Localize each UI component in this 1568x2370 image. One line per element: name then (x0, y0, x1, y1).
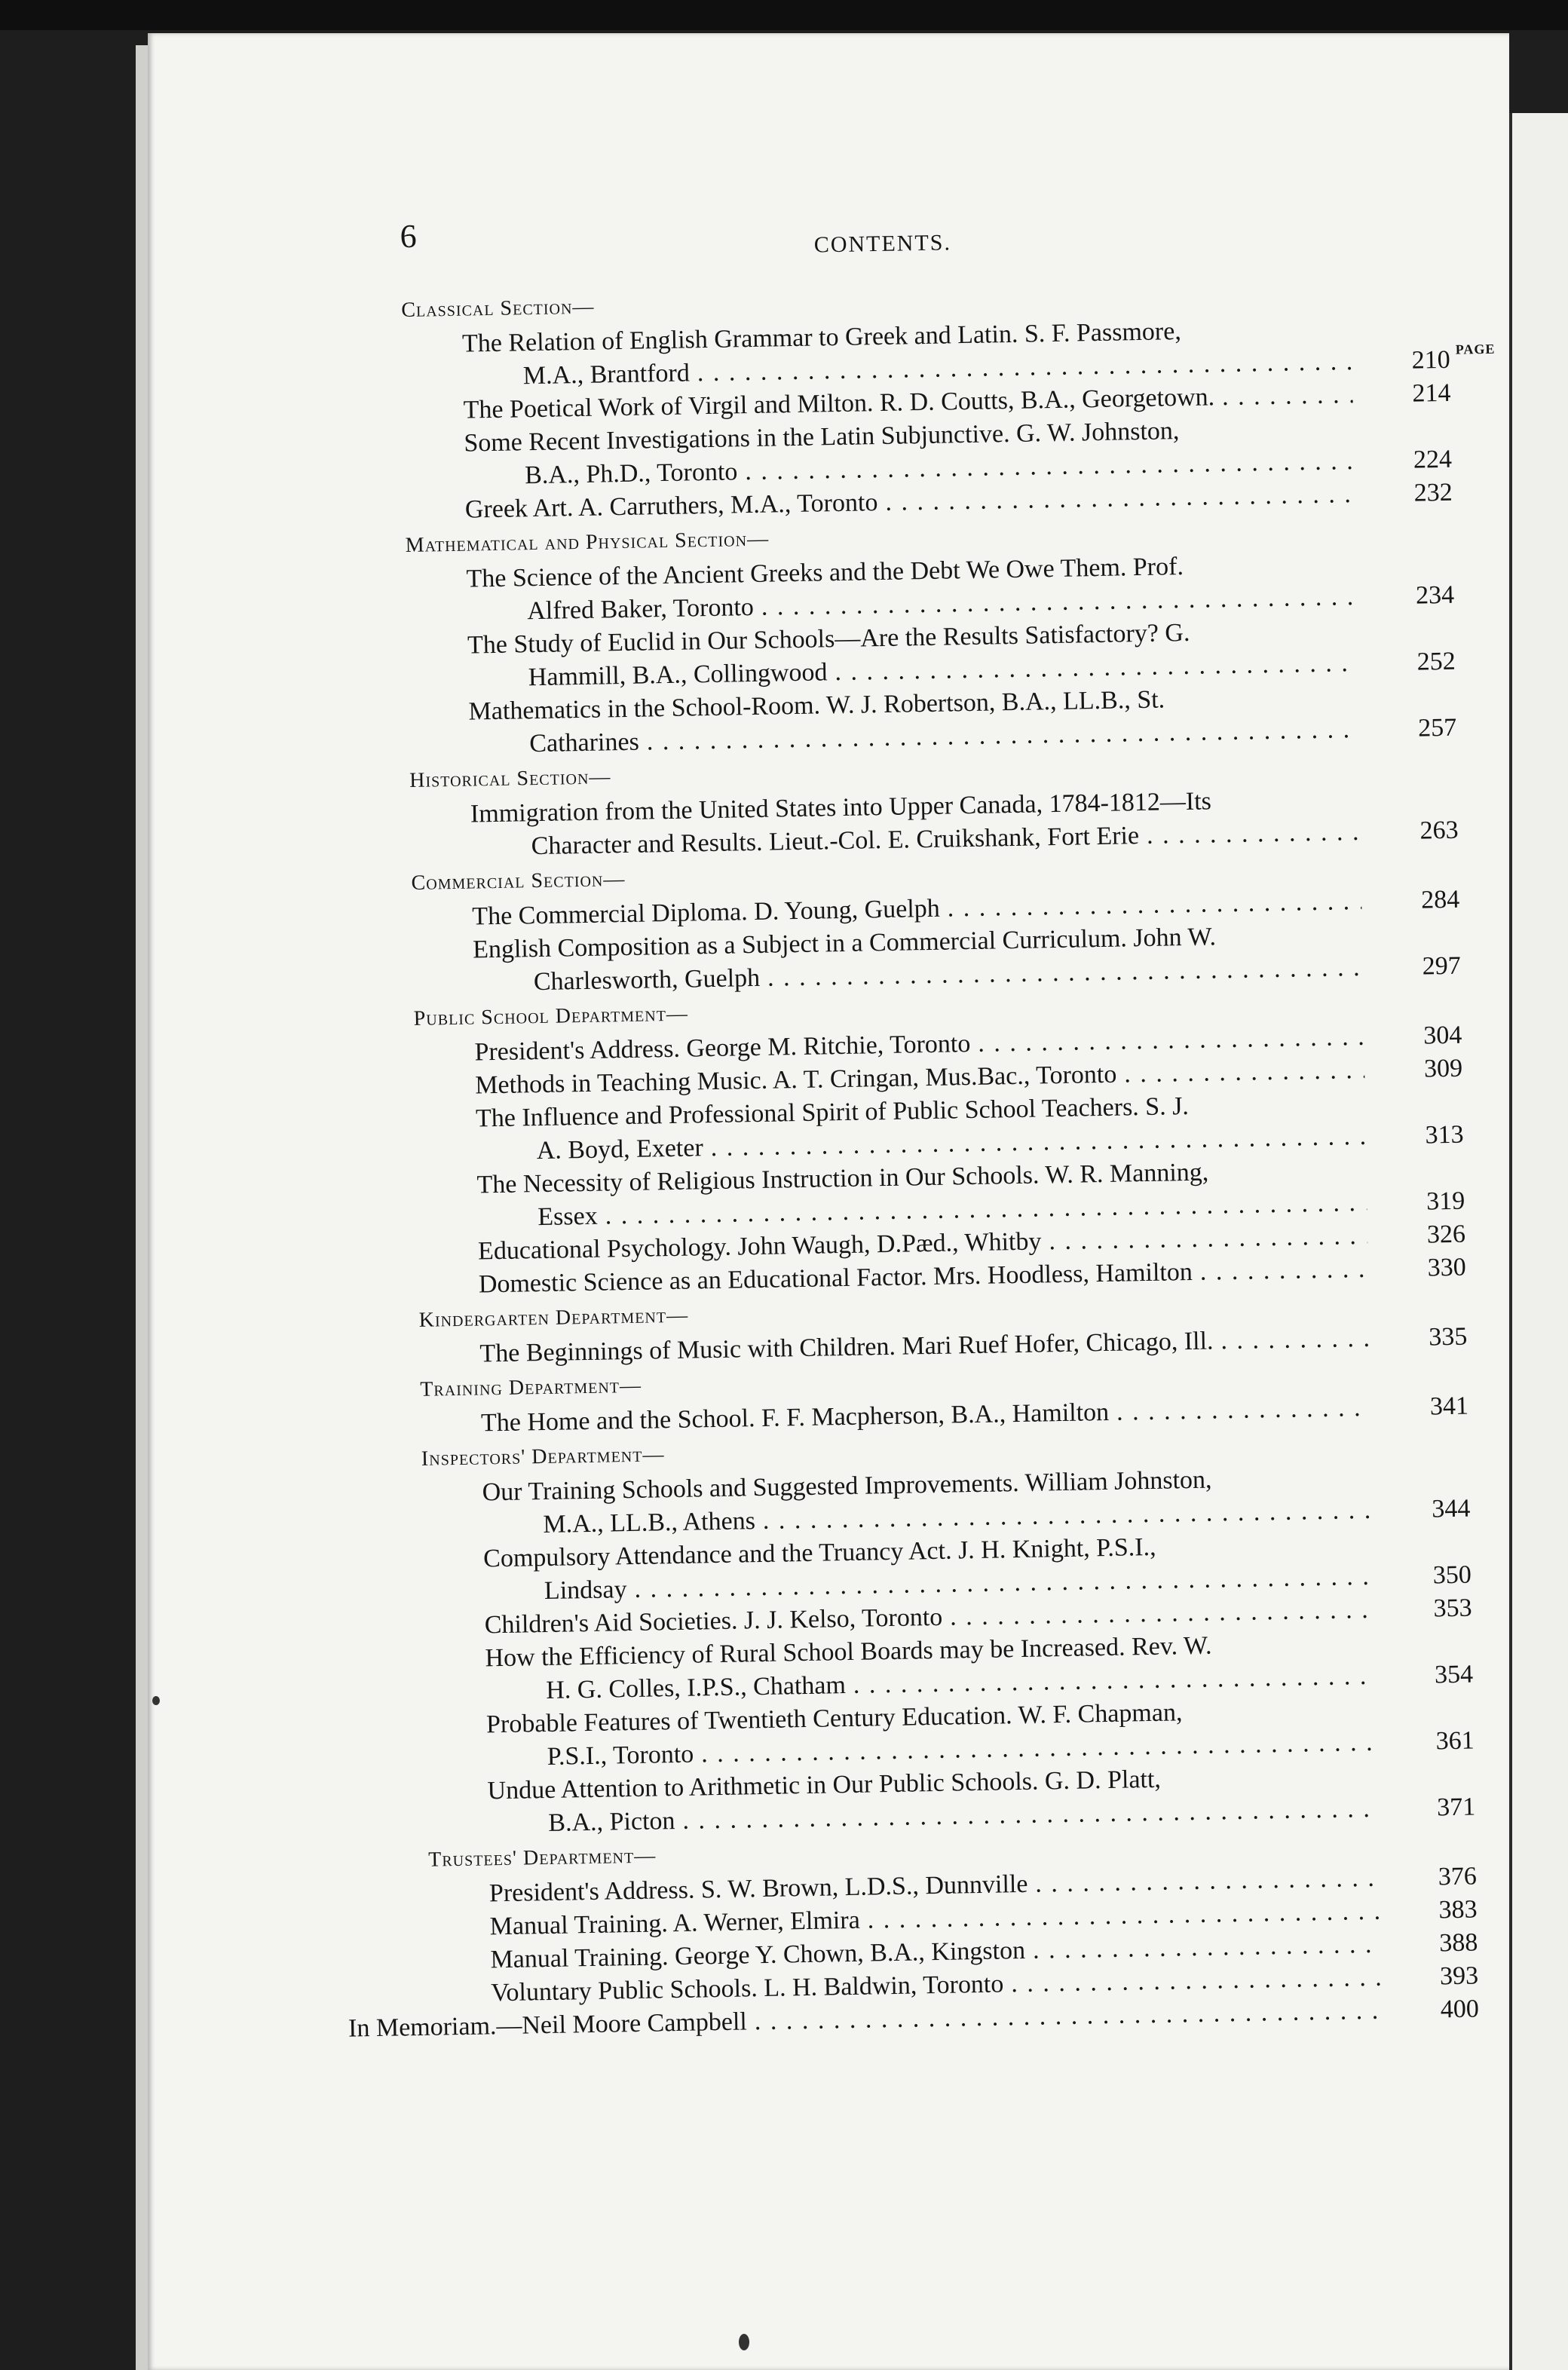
entry-text: Greek Art. A. Carruthers, M.A., Toronto (464, 488, 878, 524)
entry-text: The Commercial Diploma. D. Young, Guelph (472, 894, 941, 931)
dot-leader (1124, 1054, 1365, 1092)
scan-frame-top (0, 0, 1568, 30)
entry-text: M.A., Brantford (522, 359, 691, 390)
entry-text: The Science of the Ancient Greeks and the Debt We Owe Them. Prof. (466, 553, 1184, 593)
dot-leader (1147, 816, 1361, 853)
entry-page-number: 284 (1420, 885, 1460, 914)
entry-text: Hammill, B.A., Collingwood (528, 658, 828, 692)
section-heading: Public School Department— (413, 1002, 689, 1030)
entry-page-number: 330 (1427, 1253, 1467, 1282)
entry-page-number: 353 (1433, 1594, 1472, 1623)
entry-text: English Composition as a Subject in a Commercial Curriculum. John W. (472, 923, 1217, 964)
section-heading: Kindergarten Department— (418, 1303, 689, 1332)
entry-text: Educational Psychology. John Waugh, D.Pæd., Whitby (477, 1227, 1042, 1266)
entry-page-number: 232 (1413, 478, 1453, 507)
entry-text: Character and Results. Lieut.-Col. E. Cruikshank, Fort Erie (531, 822, 1140, 861)
entry-text: Methods in Teaching Music. A. T. Cringan, Mus.Bac., Toronto (474, 1060, 1117, 1100)
entry-text: Domestic Science as an Educational Factor. Mrs. Hoodless, Hamilton (478, 1257, 1193, 1299)
entry-text: The Influence and Professional Spirit of Public School Teachers. S. J. (475, 1092, 1190, 1133)
entry-page-number: 313 (1425, 1120, 1464, 1150)
entry-text: The Home and the School. F. F. Macpherson, B.A., Hamilton (480, 1398, 1110, 1438)
table-of-contents (318, 274, 1479, 2046)
entry-page-number: 344 (1431, 1494, 1471, 1523)
entry-page-number: 224 (1413, 445, 1453, 474)
page-title: CONTENTS. (813, 230, 952, 258)
entry-page-number: 234 (1415, 580, 1455, 610)
entry-text: M.A., LL.B., Athens (543, 1507, 756, 1539)
entry-text: Our Training Schools and Suggested Improvements. William Johnston, (482, 1465, 1212, 1507)
dot-leader (1116, 1392, 1371, 1429)
entry-page-number: 304 (1423, 1021, 1462, 1050)
entry-text: In Memoriam.—Neil Moore Campbell (348, 2007, 748, 2043)
entry-page-number: 350 (1432, 1560, 1472, 1590)
entry-page-number: 210 (1411, 345, 1450, 375)
entry-text: The Necessity of Religious Instruction in Our Schools. W. R. Manning, (476, 1158, 1209, 1199)
dot-leader (1199, 1253, 1368, 1289)
entry-text: H. G. Colles, I.P.S., Chatham (545, 1671, 847, 1704)
entry-page-number: 371 (1436, 1793, 1476, 1822)
scan-speck (152, 1696, 160, 1705)
contents-page (317, 191, 1496, 2186)
entry-page-number: 383 (1438, 1895, 1478, 1924)
entry-text: The Relation of English Grammar to Greek and Latin. S. F. Passmore, (461, 317, 1182, 358)
dot-leader (1222, 378, 1353, 414)
entry-text: Children's Aid Societies. J. J. Kelso, Toronto (484, 1603, 943, 1640)
entry-text: Immigration from the United States into Upper Canada, 1784-1812—Its (470, 787, 1212, 828)
entry-text: Alfred Baker, Toronto (526, 592, 755, 626)
entry-text: Catharines (529, 727, 640, 758)
entry-page-number: 393 (1439, 1961, 1479, 1991)
page-number: 6 (400, 217, 418, 256)
section-heading: Trustees' Department— (427, 1844, 657, 1872)
entry-page-number: 354 (1434, 1660, 1474, 1689)
section-heading: Historical Section— (409, 765, 611, 792)
entry-text: Lindsay (544, 1575, 627, 1606)
entry-text: How the Efficiency of Rural School Boards may be Increased. Rev. W. (485, 1631, 1212, 1673)
entry-text: Essex (537, 1202, 598, 1232)
entry-page-number: 335 (1428, 1322, 1468, 1352)
entry-page-number: 376 (1438, 1862, 1478, 1891)
entry-page-number: 319 (1426, 1187, 1465, 1216)
entry-page-number: 326 (1426, 1220, 1466, 1249)
entry-text: B.A., Picton (548, 1807, 675, 1837)
entry-text: Compulsory Attendance and the Truancy Act. J. H. Knight, P.S.I., (482, 1533, 1156, 1573)
section-heading: Commercial Section— (411, 867, 626, 895)
entry-page-number: 297 (1422, 951, 1462, 981)
entry-text: P.S.I., Toronto (547, 1740, 694, 1771)
entry-text: President's Address. George M. Ritchie, Toronto (474, 1030, 971, 1067)
dot-leader (1220, 1322, 1370, 1358)
entry-text: The Poetical Work of Virgil and Milton. R. D. Coutts, B.A., Georgetown. (463, 383, 1215, 424)
section-heading: Inspectors' Department— (421, 1443, 665, 1471)
entry-page-number: 309 (1423, 1054, 1463, 1083)
entry-text: Charlesworth, Guelph (533, 963, 761, 997)
entry-page-number: 252 (1416, 647, 1456, 676)
section-heading: Mathematical and Physical Section— (405, 527, 770, 558)
entry-text: Probable Features of Twentieth Century Education. W. F. Chapman, (485, 1698, 1183, 1739)
entry-text: A. Boyd, Exeter (536, 1134, 704, 1165)
next-page-edge (1509, 113, 1568, 2370)
entry-text: President's Address. S. W. Brown, L.D.S., Dunnville (488, 1869, 1028, 1908)
entry-page-number: 361 (1435, 1726, 1475, 1756)
entry-page-number: 388 (1439, 1928, 1478, 1958)
entry-text: Voluntary Public Schools. L. H. Baldwin, Toronto (490, 1970, 1004, 2007)
entry-page-number: 257 (1417, 713, 1457, 743)
section-heading: Training Department— (420, 1373, 642, 1401)
entry-text: The Study of Euclid in Our Schools—Are the Results Satisfactory? G. (467, 618, 1190, 660)
dot-leader (1035, 1862, 1379, 1901)
entry-text: The Beginnings of Music with Children. Mari Ruef Hofer, Chicago, Ill. (479, 1327, 1214, 1368)
entry-text: Mathematics in the School-Room. W. J. Robertson, B.A., LL.B., St. (468, 685, 1165, 726)
entry-text: B.A., Ph.D., Toronto (524, 458, 738, 490)
entry-page-number: 263 (1419, 816, 1459, 845)
entry-page-number: 400 (1440, 1995, 1480, 2024)
page-column-label: PAGE (1455, 341, 1496, 357)
entry-text: Manual Training. A. Werner, Elmira (489, 1906, 861, 1941)
entry-text: Some Recent Investigations in the Latin Subjunctive. G. W. Johnston, (464, 417, 1180, 458)
dot-leader (1049, 1220, 1367, 1258)
entry-page-number: 214 (1412, 378, 1451, 408)
entry-page-number: 341 (1429, 1392, 1469, 1421)
section-heading: Classical Section— (401, 295, 595, 323)
entry-text: Undue Attention to Arithmetic in Our Public Schools. G. D. Platt, (487, 1765, 1162, 1805)
entry-text: Manual Training. George Y. Chown, B.A., Kingston (490, 1936, 1026, 1974)
scan-speck (739, 2334, 749, 2350)
